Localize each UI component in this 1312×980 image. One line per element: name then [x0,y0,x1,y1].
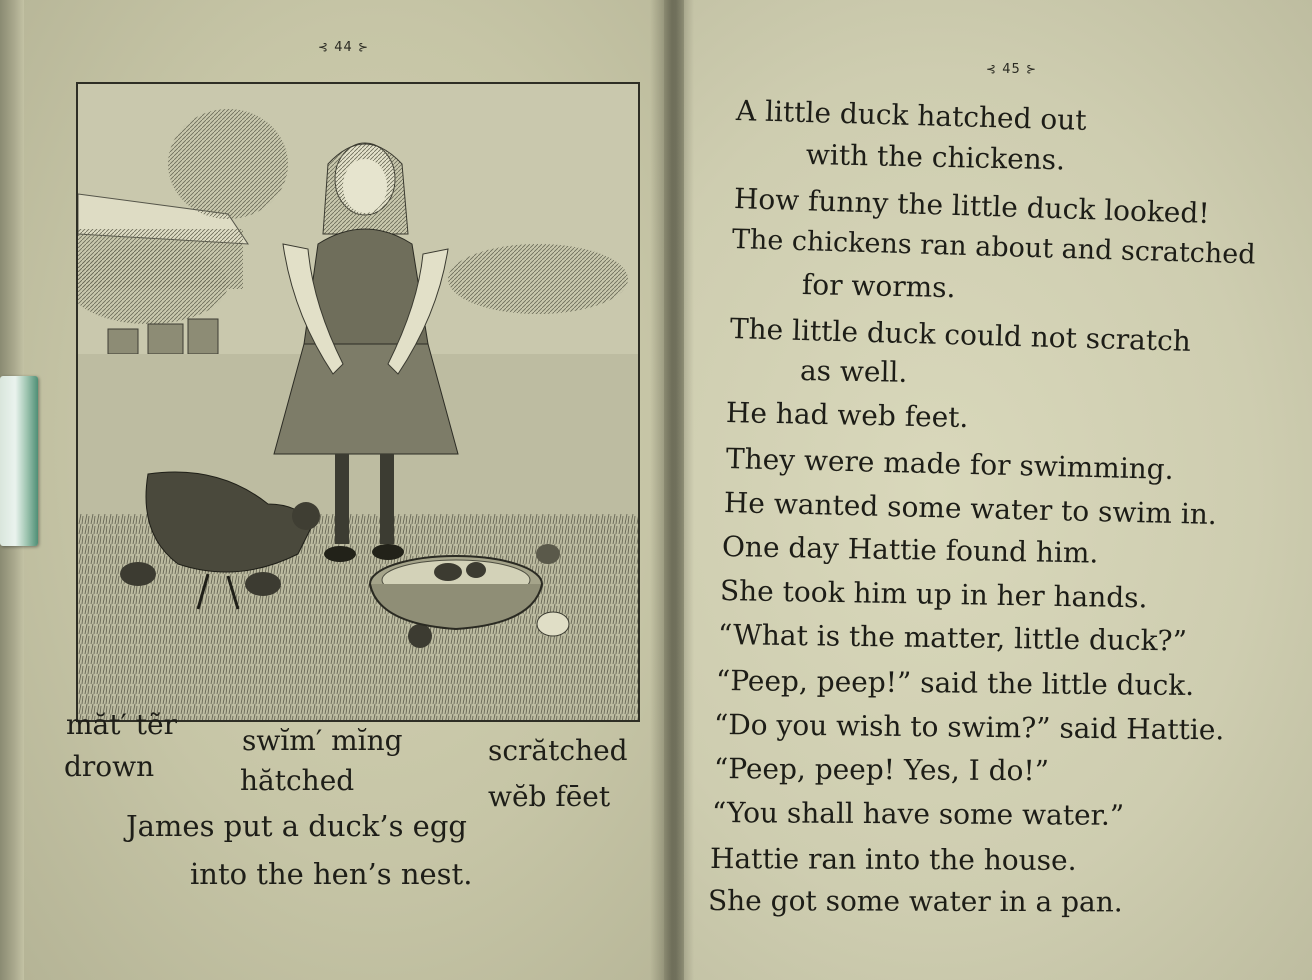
left-page-number [318,40,369,55]
ornament-left-icon: ⊰ [986,62,998,76]
text-line: for worms. [801,268,956,305]
text-line: The chickens ran about and scratched [731,224,1257,271]
text-line: “You shall have some water.” [711,796,1125,832]
bookmark-ribbon [0,376,38,546]
engraving-illustration [76,82,640,722]
text-line: “Peep, peep!” said the little duck. [715,664,1195,703]
text-line: How funny the little duck looked! [733,182,1211,230]
text-line: He had web feet. [725,396,969,435]
sentence-line: into the hen’s nest. [190,857,473,891]
sentence-line: James put a duck’s egg [126,809,467,843]
coop [108,329,138,354]
text-line: “Do you wish to swim?” said Hattie. [713,708,1225,747]
text-line: He wanted some water to swim in. [723,486,1218,532]
distant-trees [448,244,628,314]
text-line: The little duck could not scratch [729,312,1192,358]
text-line: as well. [799,354,908,389]
vocab-word: măt′ tẽr [66,708,177,741]
text-line: with the chickens. [805,138,1066,177]
text-line: A little duck hatched out [735,94,1088,137]
chick [120,562,156,586]
text-line: She took him up in her hands. [719,574,1148,615]
chick [536,544,560,564]
chick [537,612,569,636]
vocab-word: scrătched [488,734,628,767]
tree [168,109,288,219]
right-page-number-value: 45 [1002,62,1021,77]
chick [245,572,281,596]
text-line: “Peep, peep! Yes, I do!” [713,752,1050,788]
coop [148,324,183,354]
coop [188,319,218,354]
right-page-number [986,62,1037,77]
ornament-right-icon: ⊱ [357,40,369,54]
chick [408,624,432,648]
text-line: She got some water in a pan. [707,884,1123,919]
vocab-word: swĭm′ mĭng [242,724,403,757]
ornament-left-icon: ⊰ [318,40,330,54]
text-line: “What is the matter, little duck?” [717,618,1188,658]
duckling [466,562,486,578]
text-line: Hattie ran into the house. [709,842,1077,877]
ornament-right-icon: ⊱ [1025,62,1037,76]
text-line: They were made for swimming. [725,442,1175,486]
vocab-word: wĕb fēet [488,780,611,813]
vocab-word: hătched [240,764,355,797]
text-line: One day Hattie found him. [721,530,1099,570]
book-gutter [650,0,694,980]
left-page-number-value: 44 [334,40,353,55]
girl-with-hen-and-duck-illustration [78,84,638,720]
duckling [434,563,462,581]
vocab-word: drown [64,750,155,783]
